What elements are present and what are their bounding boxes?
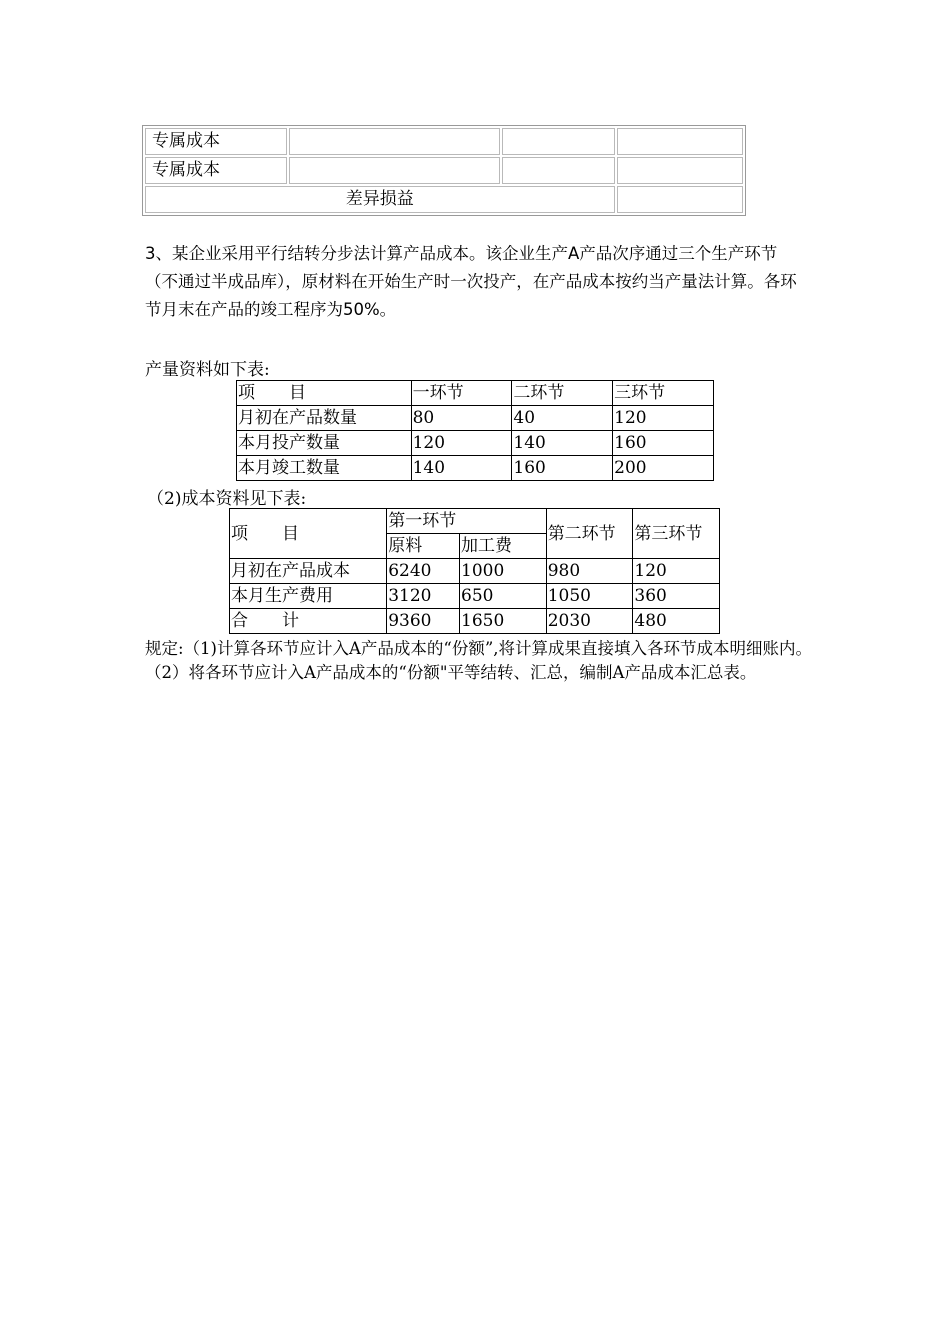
table-cell: 650 — [460, 584, 547, 609]
table-row — [237, 456, 714, 481]
table-row — [237, 431, 714, 456]
table-cell: 6240 — [387, 559, 460, 584]
table-cell: 1050 — [546, 584, 633, 609]
table-cell — [617, 128, 743, 155]
table-cell: 9360 — [387, 609, 460, 634]
table-cell: 本月生产费用 — [230, 584, 387, 609]
table-cell: 本月投产数量 — [237, 431, 412, 456]
table-cell — [289, 157, 500, 184]
table-cell: 140 — [411, 456, 512, 481]
table-header-cell: 第二环节 — [546, 509, 633, 559]
table-cell: 120 — [633, 559, 720, 584]
table-cell: 80 — [411, 406, 512, 431]
table-header-row — [237, 381, 714, 406]
production-label: 产量资料如下表: — [145, 360, 270, 380]
table-cell: 120 — [411, 431, 512, 456]
table-cell: 月初在产品数量 — [237, 406, 412, 431]
table-cell: 120 — [613, 406, 714, 431]
table-cell: 合 计 — [230, 609, 387, 634]
table-header-cell: 二环节 — [512, 381, 613, 406]
table-header-cell: 加工费 — [460, 534, 547, 559]
table-cell: 480 — [633, 609, 720, 634]
table-cell: 2030 — [546, 609, 633, 634]
table-header-cell: 三环节 — [613, 381, 714, 406]
table-cell: 3120 — [387, 584, 460, 609]
problem-intro: 3、某企业采用平行结转分步法计算产品成本。该企业生产A产品次序通过三个生产环节（不通过半成品库），原材料在开始生产时一次投产，在产品成本按约当产量法计算。各环节月末在产品的竣工程序为50%。 — [145, 244, 797, 319]
diff-value-cell — [617, 186, 743, 213]
cost-item-grid — [142, 125, 746, 216]
table-cell: 140 — [512, 431, 613, 456]
table-row — [230, 559, 720, 584]
table-cell — [289, 128, 500, 155]
table-row — [237, 406, 714, 431]
table-cell: 月初在产品成本 — [230, 559, 387, 584]
diff-label-cell: 差异损益 — [145, 186, 615, 213]
table-row — [230, 584, 720, 609]
table-header-row — [230, 509, 720, 534]
table-row — [230, 609, 720, 634]
table-cell: 1000 — [460, 559, 547, 584]
table-cell: 980 — [546, 559, 633, 584]
table-cell: 160 — [613, 431, 714, 456]
table-cell: 1650 — [460, 609, 547, 634]
table-row — [145, 186, 743, 213]
table-cell: 专属成本 — [145, 157, 287, 184]
table-cell — [502, 128, 614, 155]
table-cell: 专属成本 — [145, 128, 287, 155]
table-row — [145, 128, 743, 155]
table-header-cell: 原料 — [387, 534, 460, 559]
cost-table — [229, 508, 720, 634]
table-row — [145, 157, 743, 184]
table-cell: 160 — [512, 456, 613, 481]
table-header-cell: 项 目 — [237, 381, 412, 406]
table-header-cell: 第一环节 — [387, 509, 546, 534]
table-header-cell: 第三环节 — [633, 509, 720, 559]
table-cell — [617, 157, 743, 184]
table-header-cell: 一环节 — [411, 381, 512, 406]
table-cell: 200 — [613, 456, 714, 481]
table-cell — [502, 157, 614, 184]
production-table — [236, 380, 714, 481]
cost-label: （2)成本资料见下表: — [147, 489, 307, 509]
requirement-text: 规定:（1)计算各环节应计入A产品成本的“份额”,将计算成果直接填入各环节成本明细账内。（2）将各环节应计入A产品成本的“份额"平等结转、汇总，编制A产品成本汇总表。 — [145, 639, 813, 682]
table-cell: 360 — [633, 584, 720, 609]
table-cell: 本月竣工数量 — [237, 456, 412, 481]
table-cell: 40 — [512, 406, 613, 431]
table-header-cell: 项 目 — [230, 509, 387, 559]
